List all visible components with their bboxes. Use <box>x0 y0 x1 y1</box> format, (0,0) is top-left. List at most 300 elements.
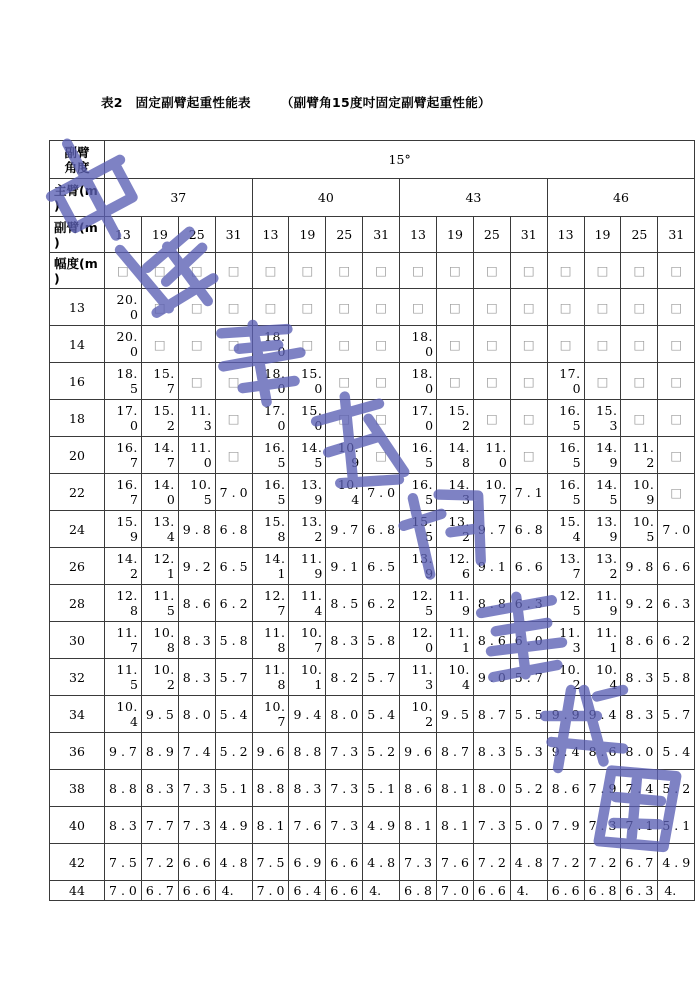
capacity-cell-value: 9.0 <box>477 669 510 685</box>
empty-cell: □ <box>510 253 547 289</box>
capacity-cell <box>289 474 326 511</box>
capacity-cell-line1: 10. <box>559 662 581 677</box>
capacity-cell-value: 7.0 <box>219 484 252 500</box>
capacity-cell-line1: 14. <box>153 440 175 455</box>
capacity-cell <box>178 696 215 733</box>
capacity-cell-line2: 0 <box>314 381 323 396</box>
capacity-cell-line2: 5 <box>646 529 655 544</box>
capacity-cell <box>510 807 547 844</box>
capacity-cell-value: 5.2 <box>662 780 695 796</box>
capacity-cell <box>252 696 289 733</box>
capacity-cell <box>584 770 621 807</box>
empty-cell: □ <box>658 289 695 326</box>
jib-length-cell: 19 <box>141 217 178 253</box>
capacity-cell-value: 9.5 <box>145 706 178 722</box>
capacity-cell <box>141 437 178 474</box>
empty-cell: □ <box>326 289 363 326</box>
capacity-cell <box>326 474 363 511</box>
capacity-cell-line2: 4 <box>314 603 323 618</box>
capacity-cell-line1: 15. <box>153 366 175 381</box>
capacity-cell-value: 6.2 <box>367 595 400 611</box>
jib-length-cell: 13 <box>105 217 142 253</box>
capacity-cell-value: 7.0 <box>256 883 289 898</box>
capacity-cell <box>363 659 400 696</box>
capacity-cell-value: 8.3 <box>182 669 215 685</box>
capacity-cell <box>363 622 400 659</box>
capacity-cell-line2: 3 <box>203 418 212 433</box>
capacity-cell-value: 8.1 <box>404 817 437 833</box>
capacity-cell-value: 8.7 <box>477 706 510 722</box>
capacity-cell-line2: 5 <box>129 677 138 692</box>
capacity-cell <box>584 548 621 585</box>
capacity-cell-line1: 12. <box>116 588 138 603</box>
empty-cell: □ <box>178 253 215 289</box>
capacity-cell <box>400 326 437 363</box>
capacity-cell-line2: 7 <box>277 714 286 729</box>
capacity-row <box>50 548 695 585</box>
capacity-cell <box>252 474 289 511</box>
capacity-cell-line2: 5 <box>425 603 434 618</box>
capacity-cell <box>105 363 142 400</box>
capacity-cell <box>547 548 584 585</box>
capacity-cell <box>252 881 289 901</box>
capacity-cell-value: 7.5 <box>109 854 141 870</box>
capacity-cell <box>621 659 658 696</box>
empty-cell: □ <box>437 253 474 289</box>
empty-cell: □ <box>658 363 695 400</box>
capacity-cell <box>584 437 621 474</box>
capacity-cell-value: 6.2 <box>662 632 695 648</box>
capacity-cell-line2: 2 <box>166 677 175 692</box>
radius-cell: 13 <box>50 289 105 326</box>
capacity-cell <box>326 437 363 474</box>
capacity-cell-value: 7.1 <box>514 484 547 500</box>
capacity-cell-value: 7.7 <box>145 817 178 833</box>
capacity-cell-line2: 9 <box>461 603 470 618</box>
capacity-cell <box>363 733 400 770</box>
capacity-cell <box>105 733 142 770</box>
empty-cell: □ <box>400 253 437 289</box>
capacity-cell <box>141 585 178 622</box>
capacity-cell <box>178 622 215 659</box>
radius-cell: 32 <box>50 659 105 696</box>
capacity-row <box>50 437 695 474</box>
jib-angle-row <box>50 141 695 179</box>
empty-cell: □ <box>289 253 326 289</box>
capacity-cell-value: 5.3 <box>514 743 547 759</box>
empty-cell: □ <box>178 363 215 400</box>
capacity-cell <box>326 511 363 548</box>
capacity-cell-line1: 13. <box>596 514 618 529</box>
capacity-cell-value: 9.2 <box>625 595 658 611</box>
capacity-cell-value: 8.3 <box>330 632 363 648</box>
capacity-cell-line1: 15. <box>448 403 470 418</box>
capacity-cell-line1: 12. <box>411 588 434 603</box>
capacity-cell-value: 8.0 <box>182 706 215 722</box>
empty-cell: □ <box>326 400 363 437</box>
capacity-cell <box>400 548 437 585</box>
capacity-cell-line2: 7 <box>129 455 138 470</box>
capacity-cell-line1: 16. <box>411 440 434 455</box>
main-boom-46: 46 <box>547 179 695 217</box>
capacity-cell-value: 8.3 <box>182 632 215 648</box>
jib-angle-value: 15° <box>105 141 695 179</box>
capacity-cell <box>105 585 142 622</box>
capacity-cell-value: 7.3 <box>182 780 215 796</box>
capacity-cell-line1: 14. <box>448 440 470 455</box>
capacity-cell <box>400 659 437 696</box>
jib-length-row <box>50 217 695 253</box>
capacity-cell <box>326 807 363 844</box>
capacity-cell-value: 6.6 <box>182 883 215 898</box>
radius-cell: 20 <box>50 437 105 474</box>
jib-length-cell: 13 <box>400 217 437 253</box>
capacity-cell-value: 7.0 <box>441 883 473 898</box>
capacity-cell-value: 5.1 <box>219 780 252 796</box>
capacity-cell-line2: 0 <box>277 381 286 396</box>
capacity-cell-value: 6.8 <box>404 883 437 898</box>
capacity-cell-value: 9.4 <box>293 706 326 722</box>
capacity-cell <box>178 437 215 474</box>
capacity-cell-line1: 11. <box>264 662 286 677</box>
capacity-cell-line1: 11. <box>596 588 618 603</box>
capacity-cell <box>473 548 510 585</box>
radius-cell: 14 <box>50 326 105 363</box>
main-boom-37: 37 <box>105 179 253 217</box>
capacity-cell-line1: 15. <box>411 514 434 529</box>
capacity-cell-line2: 4 <box>351 492 360 507</box>
capacity-cell-line1: 11. <box>190 440 212 455</box>
capacity-cell <box>252 511 289 548</box>
capacity-cell <box>141 474 178 511</box>
capacity-cell <box>658 659 695 696</box>
empty-cell: □ <box>326 363 363 400</box>
jib-length-cell: 31 <box>215 217 252 253</box>
empty-cell: □ <box>363 363 400 400</box>
capacity-cell <box>621 511 658 548</box>
empty-cell: □ <box>215 253 252 289</box>
jib-length-cell: 25 <box>178 217 215 253</box>
capacity-cell <box>326 696 363 733</box>
capacity-cell-value: 8.3 <box>477 743 510 759</box>
capacity-cell <box>252 807 289 844</box>
capacity-cell <box>584 585 621 622</box>
capacity-cell <box>621 881 658 901</box>
capacity-cell-line1: 11. <box>411 662 434 677</box>
capacity-cell-value: 5.1 <box>662 817 695 833</box>
capacity-cell-line1: 10. <box>596 662 618 677</box>
capacity-cell-line2: 0 <box>425 344 434 359</box>
capacity-cell-line2: 9 <box>129 529 138 544</box>
capacity-cell-value: 6.3 <box>514 595 547 611</box>
capacity-cell-value: 4.9 <box>662 854 695 870</box>
capacity-cell-line2: 8 <box>166 640 175 655</box>
capacity-cell <box>252 733 289 770</box>
capacity-cell-value: 4.8 <box>219 854 252 870</box>
capacity-cell-value: 5.7 <box>514 669 547 685</box>
capacity-cell-value: 5.2 <box>367 743 400 759</box>
capacity-cell-line1: 10. <box>300 662 323 677</box>
capacity-cell <box>400 400 437 437</box>
capacity-cell-value: 8.6 <box>551 780 584 796</box>
capacity-cell-line2: 2 <box>461 418 470 433</box>
capacity-cell <box>141 622 178 659</box>
capacity-cell-value: 8.2 <box>330 669 363 685</box>
capacity-cell <box>252 659 289 696</box>
capacity-cell-line2: 7 <box>498 492 507 507</box>
capacity-cell-line1: 18. <box>411 329 434 344</box>
empty-cell: □ <box>215 400 252 437</box>
radius-cell: 42 <box>50 844 105 881</box>
capacity-cell <box>584 659 621 696</box>
capacity-cell-value: 9.1 <box>477 558 510 574</box>
capacity-cell-line1: 16. <box>116 440 138 455</box>
capacity-cell-value: 7.2 <box>477 854 510 870</box>
capacity-cell-line1: 15. <box>559 514 581 529</box>
capacity-cell-value: 9.6 <box>256 743 289 759</box>
capacity-cell-line2: 1 <box>461 640 470 655</box>
capacity-cell <box>178 807 215 844</box>
capacity-cell-value: 6.5 <box>219 558 252 574</box>
capacity-cell-line1: 10. <box>300 625 323 640</box>
capacity-cell <box>510 474 547 511</box>
capacity-cell <box>547 696 584 733</box>
capacity-cell-line1: 13. <box>153 514 175 529</box>
empty-cell: □ <box>658 474 695 511</box>
capacity-cell <box>215 733 252 770</box>
capacity-cell-line2: 4 <box>461 677 470 692</box>
empty-cell: □ <box>215 326 252 363</box>
capacity-cell <box>400 585 437 622</box>
capacity-cell-value: 5.5 <box>514 706 547 722</box>
capacity-cell-line1: 11. <box>300 588 323 603</box>
capacity-cell <box>400 511 437 548</box>
capacity-cell <box>178 474 215 511</box>
capacity-cell-line1: 18. <box>264 366 286 381</box>
capacity-cell-line1: 18. <box>116 366 138 381</box>
capacity-cell-line1: 16. <box>264 440 286 455</box>
capacity-cell-value: 6.5 <box>367 558 400 574</box>
main-boom-row <box>50 179 695 217</box>
empty-cell: □ <box>363 400 400 437</box>
capacity-cell-line2: 5 <box>129 381 138 396</box>
capacity-row <box>50 474 695 511</box>
radius-cell: 30 <box>50 622 105 659</box>
capacity-cell <box>289 548 326 585</box>
capacity-row <box>50 511 695 548</box>
capacity-cell <box>178 844 215 881</box>
jib-length-cell: 19 <box>289 217 326 253</box>
empty-cell: □ <box>289 289 326 326</box>
capacity-cell-line1: 17. <box>559 366 581 381</box>
capacity-cell-value: 7.3 <box>404 854 437 870</box>
capacity-cell <box>289 807 326 844</box>
capacity-cell <box>584 733 621 770</box>
capacity-cell-line2: 5 <box>203 492 212 507</box>
capacity-cell <box>400 844 437 881</box>
capacity-cell <box>584 807 621 844</box>
capacity-cell-value: 7.3 <box>477 817 510 833</box>
empty-cell: □ <box>437 326 474 363</box>
empty-cell: □ <box>326 326 363 363</box>
empty-cell: □ <box>584 326 621 363</box>
capacity-cell-line2: 2 <box>609 566 618 581</box>
capacity-cell-line1: 10. <box>337 440 360 455</box>
capacity-cell-line2: 1 <box>609 640 618 655</box>
capacity-cell <box>215 844 252 881</box>
capacity-cell <box>621 696 658 733</box>
capacity-cell <box>621 474 658 511</box>
empty-cell: □ <box>289 326 326 363</box>
radius-cell: 28 <box>50 585 105 622</box>
jib-length-label: 副臂(m ) <box>50 217 105 253</box>
radius-cell: 44 <box>50 881 105 901</box>
capacity-cell-line2: 7 <box>129 640 138 655</box>
empty-cell: □ <box>621 326 658 363</box>
capacity-cell-line2: 5 <box>572 455 581 470</box>
capacity-cell-line2: 6 <box>461 566 470 581</box>
capacity-cell <box>252 437 289 474</box>
capacity-cell <box>510 659 547 696</box>
empty-cell: □ <box>547 289 584 326</box>
capacity-cell-value: 8.1 <box>256 817 289 833</box>
capacity-cell <box>510 844 547 881</box>
capacity-cell <box>584 696 621 733</box>
capacity-cell: 4. <box>215 881 252 901</box>
caption-subtitle: （副臂角15度吋固定副臂起重性能） <box>280 95 491 110</box>
capacity-cell-line2: 9 <box>314 566 323 581</box>
capacity-cell <box>178 585 215 622</box>
capacity-cell <box>658 807 695 844</box>
capacity-cell-line2: 0 <box>425 418 434 433</box>
capacity-cell-value: 7.0 <box>662 521 695 537</box>
capacity-cell-value: 7.6 <box>441 854 473 870</box>
capacity-cell <box>658 585 695 622</box>
capacity-cell-value: 8.1 <box>441 817 473 833</box>
capacity-cell <box>437 474 474 511</box>
empty-cell: □ <box>621 363 658 400</box>
empty-cell: □ <box>547 253 584 289</box>
empty-cell: □ <box>510 326 547 363</box>
capacity-cell <box>326 881 363 901</box>
capacity-cell-line2: 8 <box>277 677 286 692</box>
capacity-cell-line2: 0 <box>277 418 286 433</box>
capacity-cell <box>658 733 695 770</box>
capacity-cell-line2: 0 <box>572 381 581 396</box>
capacity-cell <box>178 548 215 585</box>
capacity-cell-line1: 10. <box>485 477 507 492</box>
capacity-cell-line2: 7 <box>314 640 323 655</box>
capacity-cell <box>473 770 510 807</box>
capacity-cell <box>215 622 252 659</box>
capacity-cell <box>326 770 363 807</box>
capacity-cell <box>510 622 547 659</box>
capacity-cell <box>658 844 695 881</box>
capacity-cell-line2: 5 <box>609 492 618 507</box>
empty-cell: □ <box>141 253 178 289</box>
empty-cell: □ <box>584 253 621 289</box>
capacity-cell-value: 8.9 <box>145 743 178 759</box>
empty-cell: □ <box>178 326 215 363</box>
capacity-cell <box>547 474 584 511</box>
capacity-cell-line1: 11. <box>153 588 175 603</box>
capacity-cell <box>400 696 437 733</box>
capacity-cell <box>215 548 252 585</box>
capacity-cell <box>621 844 658 881</box>
capacity-cell-line2: 4 <box>609 677 618 692</box>
capacity-cell-line1: 13. <box>448 514 470 529</box>
capacity-row <box>50 400 695 437</box>
capacity-cell-value: 8.0 <box>477 780 510 796</box>
capacity-cell-value: 7.1 <box>625 817 658 833</box>
capacity-cell-value: 7.9 <box>588 780 621 796</box>
capacity-cell <box>215 770 252 807</box>
capacity-row <box>50 881 695 901</box>
capacity-cell <box>658 511 695 548</box>
capacity-cell-value: 7.3 <box>182 817 215 833</box>
capacity-cell <box>326 585 363 622</box>
jib-length-cell: 19 <box>437 217 474 253</box>
radius-label: 幅度(m ) <box>50 253 105 289</box>
capacity-cell-value: 6.3 <box>662 595 695 611</box>
capacity-row <box>50 807 695 844</box>
capacity-cell <box>215 511 252 548</box>
capacity-cell <box>473 807 510 844</box>
capacity-cell-line2: 9 <box>609 603 618 618</box>
capacity-cell-line1: 11. <box>300 551 323 566</box>
capacity-row <box>50 770 695 807</box>
capacity-cell <box>547 437 584 474</box>
empty-cell: □ <box>400 289 437 326</box>
capacity-cell <box>105 326 142 363</box>
capacity-cell-line1: 16. <box>264 477 286 492</box>
capacity-cell <box>584 622 621 659</box>
capacity-cell <box>105 474 142 511</box>
empty-cell: □ <box>584 289 621 326</box>
capacity-cell-line2: 2 <box>646 455 655 470</box>
capacity-cell-line2: 9 <box>609 529 618 544</box>
capacity-cell <box>178 659 215 696</box>
capacity-cell <box>178 733 215 770</box>
empty-cell: □ <box>473 400 510 437</box>
capacity-cell <box>473 659 510 696</box>
capacity-cell <box>252 622 289 659</box>
capacity-cell <box>252 326 289 363</box>
capacity-cell-line2: 5 <box>425 529 434 544</box>
capacity-cell-line2: 0 <box>277 344 286 359</box>
capacity-cell <box>584 400 621 437</box>
capacity-cell <box>658 770 695 807</box>
capacity-cell: 4. <box>510 881 547 901</box>
capacity-cell-line2: 2 <box>461 529 470 544</box>
capacity-cell-line2: 9 <box>314 492 323 507</box>
capacity-cell-value: 6.8 <box>219 521 252 537</box>
jib-length-cell: 13 <box>547 217 584 253</box>
capacity-cell-line2: 9 <box>425 566 434 581</box>
capacity-cell-line1: 10. <box>411 699 434 714</box>
capacity-cell-line2: 3 <box>609 418 618 433</box>
capacity-cell <box>141 807 178 844</box>
capacity-cell-line1: 11. <box>116 625 138 640</box>
capacity-cell-value: 5.2 <box>219 743 252 759</box>
radius-cell: 34 <box>50 696 105 733</box>
empty-cell: □ <box>621 253 658 289</box>
capacity-cell <box>141 770 178 807</box>
capacity-cell <box>363 844 400 881</box>
capacity-cell <box>105 511 142 548</box>
capacity-cell-line2: 0 <box>498 455 507 470</box>
capacity-cell <box>400 622 437 659</box>
